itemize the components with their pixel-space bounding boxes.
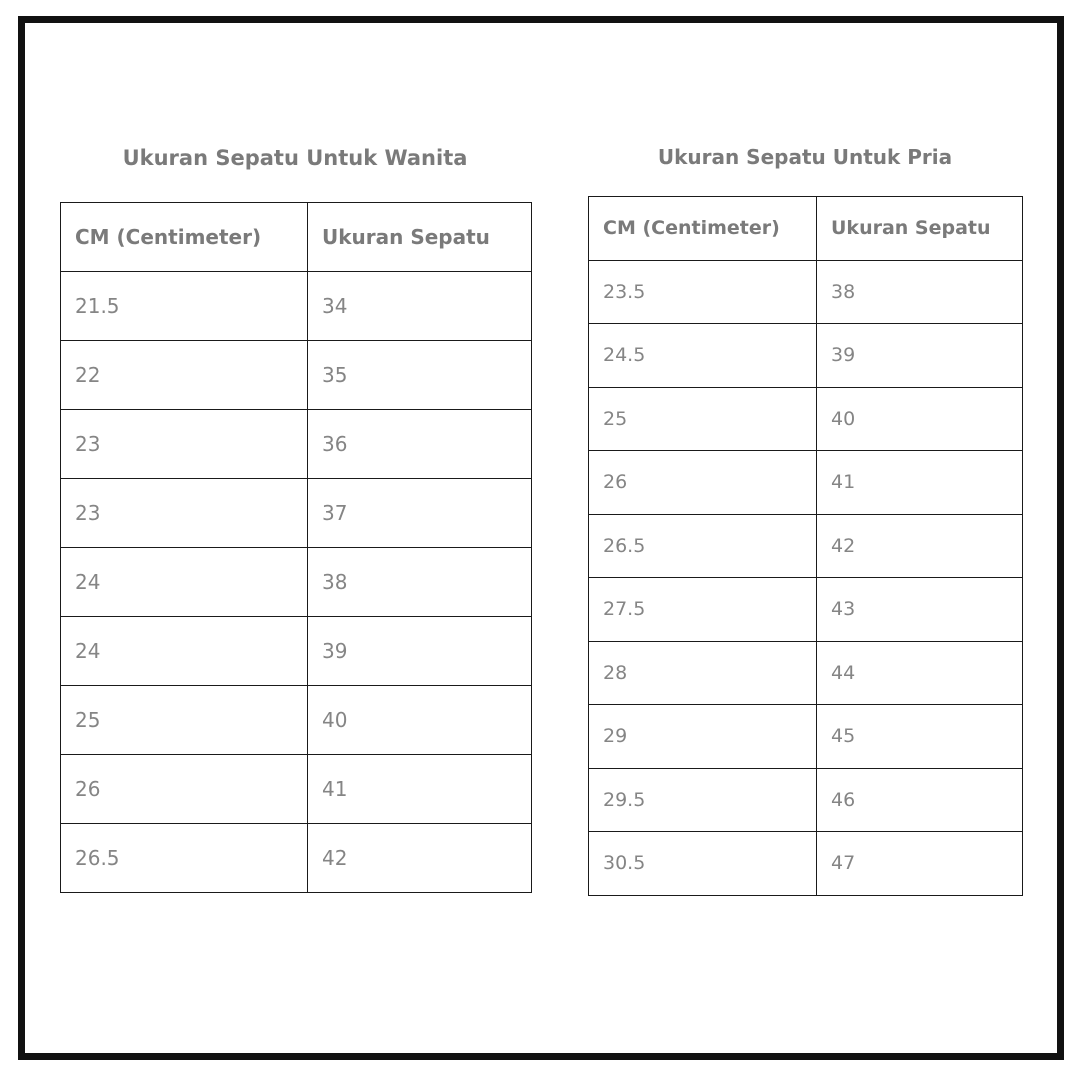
women-table-title: Ukuran Sepatu Untuk Wanita (122, 146, 468, 170)
men-header-cm: CM (Centimeter) (589, 197, 817, 261)
men-header-size: Ukuran Sepatu (817, 197, 1023, 261)
table-row (589, 705, 1023, 769)
cm-cell: 26.5 (589, 514, 817, 578)
size-cell: 39 (308, 617, 532, 686)
table-row (61, 341, 532, 410)
table-row (589, 514, 1023, 578)
cm-cell: 26 (61, 755, 308, 824)
size-cell: 36 (308, 410, 532, 479)
table-row (589, 768, 1023, 832)
table-row (589, 387, 1023, 451)
table-row (61, 272, 532, 341)
size-cell: 40 (308, 686, 532, 755)
size-cell: 41 (308, 755, 532, 824)
women-header-cm: CM (Centimeter) (61, 203, 308, 272)
size-cell: 42 (308, 824, 532, 893)
cm-cell: 23 (61, 479, 308, 548)
size-cell: 47 (817, 832, 1023, 896)
table-row (61, 410, 532, 479)
women-table-header-row (61, 203, 532, 272)
men-size-table (588, 196, 1023, 896)
cm-cell: 29 (589, 705, 817, 769)
table-row (61, 617, 532, 686)
cm-cell: 23.5 (589, 260, 817, 324)
table-row (589, 324, 1023, 388)
size-cell: 41 (817, 451, 1023, 515)
cm-cell: 23 (61, 410, 308, 479)
cm-cell: 30.5 (589, 832, 817, 896)
size-cell: 34 (308, 272, 532, 341)
table-row (589, 260, 1023, 324)
table-row (61, 479, 532, 548)
size-cell: 40 (817, 387, 1023, 451)
cm-cell: 25 (589, 387, 817, 451)
men-table-body (589, 260, 1023, 895)
women-table-body (61, 272, 532, 893)
size-cell: 35 (308, 341, 532, 410)
size-cell: 44 (817, 641, 1023, 705)
men-table-header-row (589, 197, 1023, 261)
table-row (61, 755, 532, 824)
table-row (589, 832, 1023, 896)
cm-cell: 28 (589, 641, 817, 705)
women-size-table (60, 202, 532, 893)
table-row (61, 824, 532, 893)
men-table-title: Ukuran Sepatu Untuk Pria (657, 145, 953, 169)
table-row (589, 451, 1023, 515)
cm-cell: 24 (61, 617, 308, 686)
table-row (589, 578, 1023, 642)
cm-cell: 29.5 (589, 768, 817, 832)
size-cell: 46 (817, 768, 1023, 832)
cm-cell: 26 (589, 451, 817, 515)
size-cell: 38 (308, 548, 532, 617)
size-cell: 37 (308, 479, 532, 548)
size-cell: 43 (817, 578, 1023, 642)
table-row (61, 548, 532, 617)
size-cell: 39 (817, 324, 1023, 388)
size-cell: 42 (817, 514, 1023, 578)
cm-cell: 26.5 (61, 824, 308, 893)
table-row (61, 686, 532, 755)
cm-cell: 24 (61, 548, 308, 617)
size-cell: 45 (817, 705, 1023, 769)
cm-cell: 21.5 (61, 272, 308, 341)
cm-cell: 24.5 (589, 324, 817, 388)
size-cell: 38 (817, 260, 1023, 324)
cm-cell: 22 (61, 341, 308, 410)
cm-cell: 25 (61, 686, 308, 755)
women-header-size: Ukuran Sepatu (308, 203, 532, 272)
cm-cell: 27.5 (589, 578, 817, 642)
table-row (589, 641, 1023, 705)
